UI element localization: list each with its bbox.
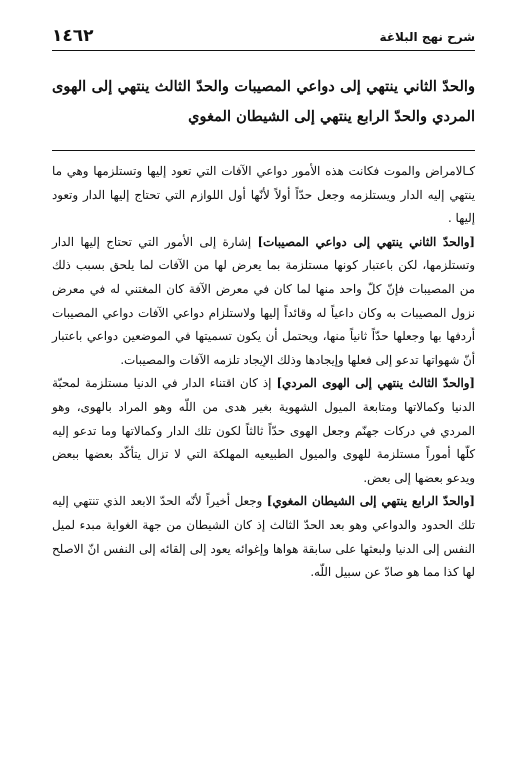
commentary-text <box>52 160 475 585</box>
paragraph-text: كـالامراض والموت فكانت هذه الأمور دواعي الآفات التي تعود إليها وتستلزمها وهي ما ينتهي إليه الدار ويستلزمه وجعل حدّاً أولاً لأنّها أول اللوازم التي تحتاج إليها الدار وتعود إليها . <box>52 164 475 226</box>
paragraph-lemma: [والحدّ الثاني ينتهي إلى دواعي المصيبات] <box>257 234 475 249</box>
paragraph-text: إشارة إلى الأمور التي تحتاج إليها الدار وتستلزمها، لكن باعتبار كونها مستلزمة بما يعرض لها من الآفات لما يلحق بسبب ذلك من المصيبات فإنّ كلّ واحد منها لما كان في معرض الآفة كان المغتني له في معرض نزول المصيبات به وكان داعياً له وقائداً إليها ولاستلزام دواعي الآفات دواعي المصيبات أردفها بها وجعلها حدّاً ثانياً منها، ويحتمل أن يكون تسميتها في الموضعين دواعي باعتبار أنّ شهواتها تدعو إلى فعلها وإيجادها وذلك الإيجاد تلزمه الآفات والمصيبات. <box>52 234 475 367</box>
paragraph <box>52 490 475 584</box>
paragraph-lemma: [والحدّ الرابع ينتهي إلى الشيطان المغوي] <box>266 494 475 509</box>
paragraph <box>52 231 475 373</box>
page-number: ١٤٦٢ <box>52 26 94 46</box>
running-header <box>52 26 475 51</box>
section-divider <box>52 150 475 151</box>
paragraph <box>52 372 475 490</box>
paragraph-text: وجعل أخيراً لأنّه الحدّ الابعد الذي تنتهي إليه تلك الحدود والدواعي وهو بعد الحدّ الثالث إذ كان الشيطان من جهة الغواية مبدء لميل النفس إلى الدنيا ولبعثها على سابقة هواها وإغوائه يعود إلى إلقائه إلى النفس انّ الاصلح لها كذا مما هو صادّ عن سبيل اللّه. <box>52 494 475 580</box>
paragraph <box>52 160 475 231</box>
section-heading: والحدّ الثاني ينتهي إلى دواعي المصيبات والحدّ الثالث ينتهي إلى الهوى المردي والحدّ الرابع ينتهي إلى الشيطان المغوي <box>52 78 475 125</box>
paragraph-lemma: [والحدّ الثالث ينتهي إلى الهوى المردي] <box>276 376 476 391</box>
book-title: شرح نهج البلاغة <box>379 30 475 44</box>
paragraph-text: إذ كان اقتناء الدار في الدنيا مستلزمة لمحبّة الدنيا وكمالاتها ومتابعة الميول الشهوية بغير هدى من اللّه وهو المراد بالهوى، وهو المردي في دركات جهنّم وجعل الهوى حدّاً ثالثاً لكون تلك الدار وكمالاتها وما تدعو إليه كلّها أموراً مستلزمة للهوى والميول الطبيعيه المهلكة التي لا تزال يتأكّد بعضها ببعض ويدعو بعضها إلى بعض. <box>52 376 475 485</box>
